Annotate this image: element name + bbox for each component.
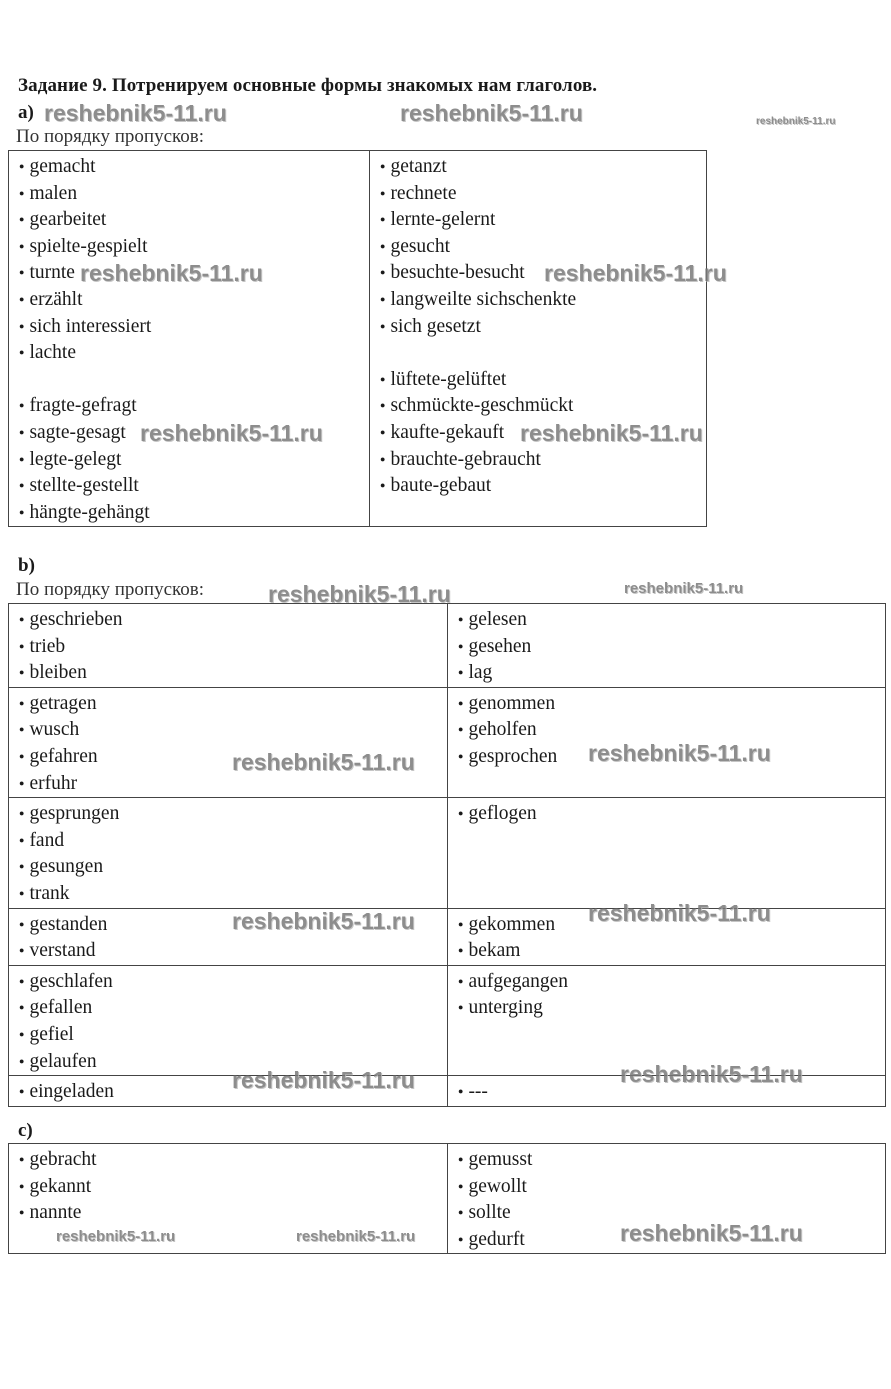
list-item: ● geschlafen (19, 969, 447, 996)
list-item: ● bekam (458, 938, 885, 965)
section-b-label: b) (18, 555, 35, 576)
table-cell (448, 687, 886, 797)
table-cell (448, 798, 886, 908)
watermark: reshebnik5-11.ru (588, 740, 771, 766)
list-item: ● sich interessiert (19, 314, 369, 341)
list-item: ● besuchte-besucht (380, 260, 706, 287)
list-item: ● spielte-gespielt (19, 234, 369, 261)
list-item: ● gesehen (458, 634, 885, 661)
list-item: ● gewollt (458, 1174, 885, 1201)
table-row (9, 965, 886, 1075)
section-c-left-column (9, 1144, 448, 1254)
list-item: ● stellte-gestellt (19, 473, 369, 500)
list-item: ● sagte-gesagt (19, 420, 369, 447)
list-item: ● kaufte-gekauft (380, 420, 706, 447)
list-item: ● gesucht (380, 234, 706, 261)
table-row (9, 908, 886, 965)
list-item: ● gelesen (458, 607, 885, 634)
list-item: ● geholfen (458, 717, 885, 744)
table-cell (9, 798, 448, 908)
section-a-right-column (370, 151, 707, 527)
list-item: ● gesprungen (19, 801, 447, 828)
watermark: reshebnik5-11.ru (232, 1067, 415, 1093)
list-item: ● legte-gelegt (19, 447, 369, 474)
section-c-right-column (448, 1144, 886, 1254)
list-item: ● sich gesetzt (380, 314, 706, 341)
watermark: reshebnik5-11.ru (56, 1228, 176, 1245)
table-row (9, 798, 886, 908)
list-item: ● gelaufen (19, 1049, 447, 1076)
watermark: reshebnik5-11.ru (624, 580, 744, 597)
list-item: ● erfuhr (19, 771, 447, 798)
list-item: ● verstand (19, 938, 447, 965)
section-c-table (8, 1143, 886, 1254)
list-item: ● lernte-gelernt (380, 207, 706, 234)
list-item: ● eingeladen (19, 1079, 447, 1106)
watermark: reshebnik5-11.ru (756, 116, 836, 127)
table-cell (448, 908, 886, 965)
watermark: reshebnik5-11.ru (44, 100, 227, 126)
list-item: ● gearbeitet (19, 207, 369, 234)
table-cell (9, 604, 448, 688)
list-item: ● gebracht (19, 1147, 447, 1174)
section-b-table (8, 603, 886, 1107)
list-item: ● fragte-gefragt (19, 393, 369, 420)
list-item: ● wusch (19, 717, 447, 744)
table-cell (9, 687, 448, 797)
list-item: ● gemacht (19, 154, 369, 181)
table-row (9, 1076, 886, 1107)
list-item: ● trieb (19, 634, 447, 661)
list-item: ● gefahren (19, 744, 447, 771)
table-cell (448, 965, 886, 1075)
list-item: ● erzählt (19, 287, 369, 314)
list-item: ● aufgegangen (458, 969, 885, 996)
watermark: reshebnik5-11.ru (296, 1228, 416, 1245)
list-item: ● schmückte-geschmückt (380, 393, 706, 420)
watermark: reshebnik5-11.ru (588, 900, 771, 926)
watermark: reshebnik5-11.ru (620, 1220, 803, 1246)
list-item: ● gekommen (458, 912, 885, 939)
list-item: ● nannte (19, 1200, 447, 1227)
list-item: ● trank (19, 881, 447, 908)
list-gap (380, 340, 706, 367)
list-item: ● getanzt (380, 154, 706, 181)
watermark: reshebnik5-11.ru (80, 260, 263, 286)
watermark: reshebnik5-11.ru (520, 420, 703, 446)
list-item: ● lüftete-gelüftet (380, 367, 706, 394)
list-item: ● brauchte-gebraucht (380, 447, 706, 474)
list-item: ● gemusst (458, 1147, 885, 1174)
list-item: ● turnte (19, 260, 369, 287)
table-row (9, 687, 886, 797)
list-item: ● gefallen (19, 995, 447, 1022)
list-item: ● unterging (458, 995, 885, 1022)
page-title: Задание 9. Потренируем основные формы знакомых нам глаголов. (18, 75, 598, 96)
table-row (9, 604, 886, 688)
list-item: ● genommen (458, 691, 885, 718)
watermark: reshebnik5-11.ru (140, 420, 323, 446)
list-item: ● gedurft (458, 1227, 885, 1254)
list-item: ● baute-gebaut (380, 473, 706, 500)
list-item: ● gesungen (19, 854, 447, 881)
list-item: ● langweilte sichschenkte (380, 287, 706, 314)
list-item: ● lachte (19, 340, 369, 367)
list-item: ● hängte-gehängt (19, 500, 369, 527)
watermark: reshebnik5-11.ru (268, 581, 451, 607)
list-gap (19, 367, 369, 394)
table-cell (9, 965, 448, 1075)
list-item: ● geflogen (458, 801, 885, 828)
list-item: ● lag (458, 660, 885, 687)
watermark: reshebnik5-11.ru (544, 260, 727, 286)
section-a-label: a) (18, 102, 34, 123)
section-c-label: c) (18, 1120, 33, 1141)
list-item: ● gesprochen (458, 744, 885, 771)
section-a-subtitle: По порядку пропусков: (16, 126, 205, 147)
watermark: reshebnik5-11.ru (400, 100, 583, 126)
list-item: ● gekannt (19, 1174, 447, 1201)
list-item: ● sollte (458, 1200, 885, 1227)
table-cell (9, 1076, 448, 1107)
list-item: ● fand (19, 828, 447, 855)
section-b-subtitle: По порядку пропусков: (16, 579, 205, 600)
section-a-table (8, 150, 707, 527)
list-item: ● bleiben (19, 660, 447, 687)
section-a-left-column (9, 151, 370, 527)
table-cell (9, 908, 448, 965)
list-item: ● getragen (19, 691, 447, 718)
watermark: reshebnik5-11.ru (232, 749, 415, 775)
table-cell (448, 604, 886, 688)
list-item: ● --- (458, 1079, 885, 1106)
table-cell (448, 1076, 886, 1107)
list-item: ● malen (19, 181, 369, 208)
list-item: ● gestanden (19, 912, 447, 939)
watermark: reshebnik5-11.ru (620, 1061, 803, 1087)
list-item: ● geschrieben (19, 607, 447, 634)
watermark: reshebnik5-11.ru (232, 908, 415, 934)
list-item: ● gefiel (19, 1022, 447, 1049)
list-item: ● rechnete (380, 181, 706, 208)
